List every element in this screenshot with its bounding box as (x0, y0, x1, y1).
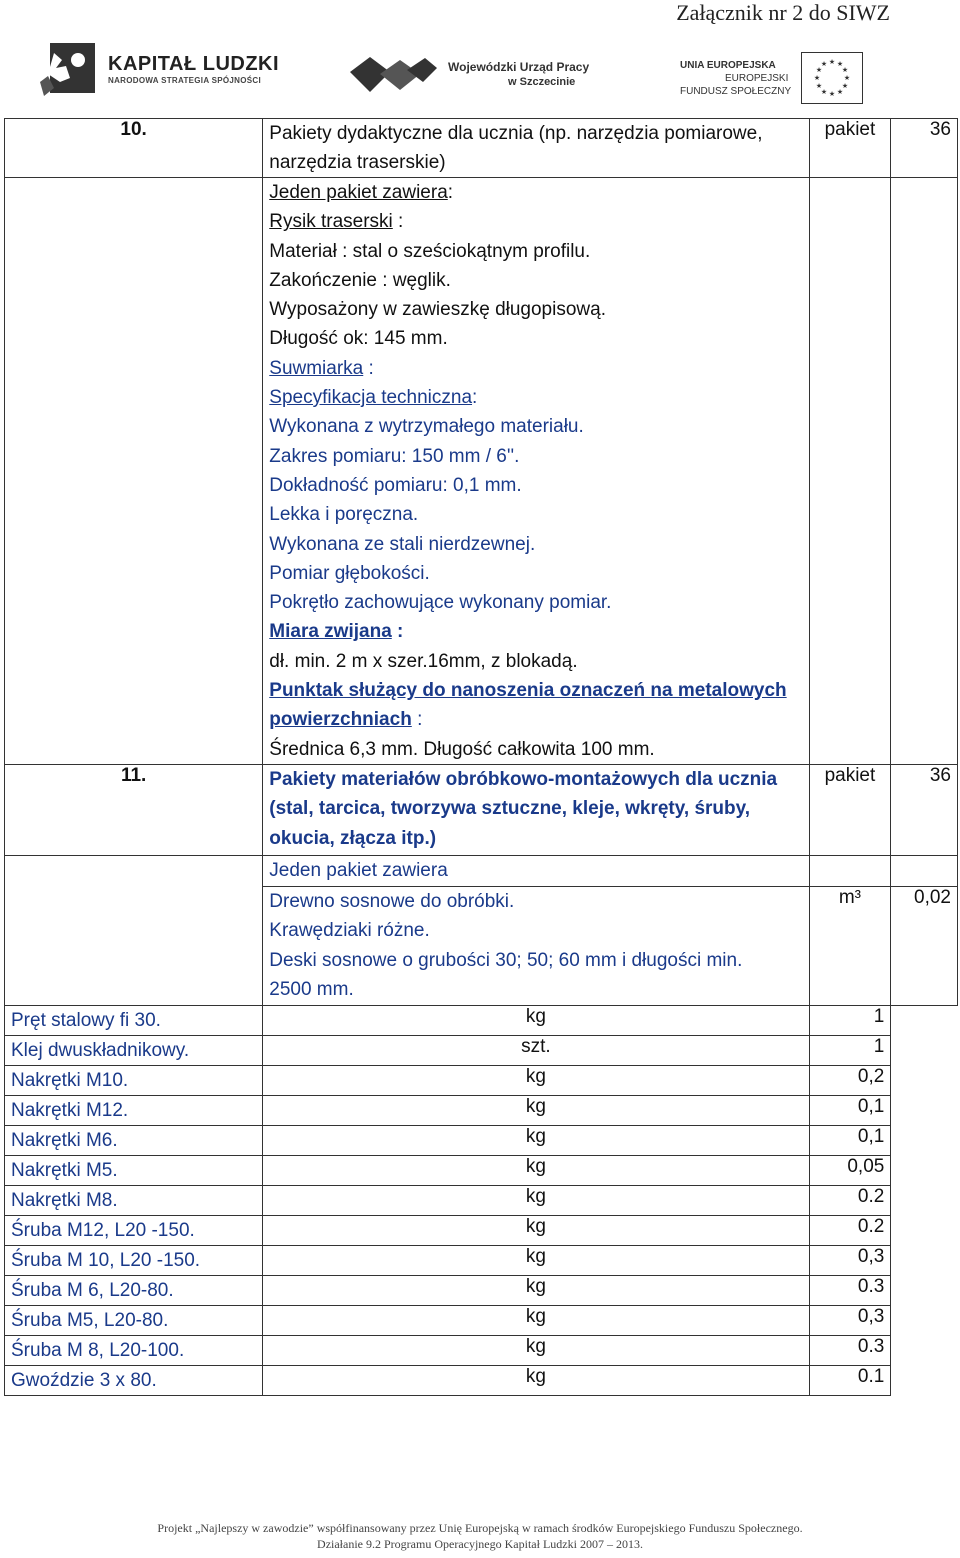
ue-line2: EUROPEJSKI (725, 72, 789, 84)
material-qty: 0,2 (809, 1065, 891, 1095)
material-row (5, 1245, 958, 1275)
suw-depth: Pomiar głębokości. (269, 562, 430, 584)
material-unit: kg (263, 1245, 809, 1275)
material-row (5, 1065, 958, 1095)
punktak-heading-line2: powierzchniach (269, 709, 412, 731)
contains-heading: Jeden pakiet zawiera (269, 182, 448, 203)
item-10-qty: 36 (891, 119, 958, 178)
material-row (5, 1335, 958, 1365)
material-rows (5, 1005, 958, 1395)
item-11-title-line1: Pakiety materiałów obróbkowo-montażowych dla ucznia (269, 768, 778, 790)
svg-text:★: ★ (815, 66, 823, 74)
material-row (5, 1005, 958, 1035)
rysik-length: Długość ok: 145 mm. (269, 328, 448, 350)
spec-colon: : (472, 387, 478, 409)
contains-colon: : (447, 182, 454, 203)
rysik-heading: Rysik traserski (269, 211, 393, 233)
material-unit: kg (263, 1305, 809, 1335)
ue-line1: UNIA EUROPEJSKA (680, 59, 776, 71)
material-qty: 0,05 (809, 1155, 891, 1185)
material-desc: Śruba M12, L20 -150. (5, 1215, 263, 1245)
material-unit: kg (263, 1365, 809, 1395)
footer (0, 1520, 960, 1552)
material-qty: 0,1 (809, 1125, 891, 1155)
kapital-ludzki-title: KAPITAŁ LUDZKI (108, 53, 280, 75)
material-desc: Śruba M 6, L20-80. (5, 1275, 263, 1305)
material-desc: Śruba M 8, L20-100. (5, 1335, 263, 1365)
annex-label: Załącznik nr 2 do SIWZ (676, 0, 890, 25)
item-11-qty: 36 (891, 764, 958, 855)
wood-line4: 2500 mm. (269, 979, 354, 1001)
specification-table (4, 118, 958, 1396)
kapital-ludzki-emblem-icon (40, 38, 100, 100)
material-desc: Śruba M 10, L20 -150. (5, 1245, 263, 1275)
material-row (5, 1185, 958, 1215)
material-unit: kg (263, 1275, 809, 1305)
svg-text:★: ★ (828, 90, 836, 98)
item-11-unit: pakiet (809, 764, 891, 855)
wood-unit: m³ (809, 886, 891, 1005)
punktak-spec: Średnica 6,3 mm. Długość całkowita 100 mm. (269, 738, 655, 760)
item-10-title-row (5, 119, 958, 178)
svg-text:★: ★ (843, 74, 851, 82)
kapital-ludzki-logo (40, 38, 279, 100)
suw-knob: Pokrętło zachowujące wykonany pomiar. (269, 592, 612, 614)
item-10-title-line2: narzędzia traserskie) (269, 152, 446, 173)
material-qty: 0,1 (809, 1095, 891, 1125)
material-desc: Nakrętki M5. (5, 1155, 263, 1185)
wood-desc (263, 886, 809, 1005)
material-unit: szt. (263, 1035, 809, 1065)
svg-text:★: ★ (841, 66, 849, 74)
material-unit: kg (263, 1095, 809, 1125)
suw-steel: Wykonana ze stali nierdzewnej. (269, 533, 536, 555)
material-qty: 0.3 (809, 1335, 891, 1365)
suw-material: Wykonana z wytrzymałego materiału. (269, 416, 584, 438)
item-11-contains-row (5, 855, 958, 886)
wup-line1: Wojewódzki Urząd Pracy (448, 59, 590, 74)
material-unit: kg (263, 1065, 809, 1095)
material-row (5, 1215, 958, 1245)
svg-text:★: ★ (841, 82, 849, 90)
material-unit: kg (263, 1335, 809, 1365)
footer-line1: Projekt „Najlepszy w zawodzie” współfinansowany przez Unię Europejską w ramach środków Europejskiego Funduszu Społecznego. (157, 1521, 803, 1535)
material-row (5, 1125, 958, 1155)
suwmiarka-colon: : (363, 357, 374, 379)
item-10-number: 10. (5, 119, 263, 178)
item-11-title-line2: (stal, tarcica, tworzywa sztuczne, kleje, wkręty, śruby, (269, 798, 751, 820)
wood-qty: 0,02 (891, 886, 958, 1005)
item-11-number: 11. (5, 764, 263, 855)
wup-logo (345, 52, 589, 97)
spec-heading: Specyfikacja techniczna (269, 387, 473, 409)
material-unit: kg (263, 1215, 809, 1245)
wood-line1: Drewno sosnowe do obróbki. (269, 890, 515, 912)
svg-text:★: ★ (815, 82, 823, 90)
item-10-title (263, 119, 809, 178)
material-unit: kg (263, 1125, 809, 1155)
wup-emblem-icon (345, 52, 440, 97)
item-11-contains-unit-spacer (809, 855, 891, 886)
miara-colon: : (391, 621, 404, 643)
item-10-details (263, 178, 809, 765)
item-11-contains: Jeden pakiet zawiera (263, 855, 809, 886)
logo-bar (0, 30, 960, 110)
material-row (5, 1275, 958, 1305)
material-desc: Nakrętki M10. (5, 1065, 263, 1095)
svg-text:★: ★ (836, 88, 844, 96)
item-10-unit: pakiet (809, 119, 891, 178)
material-qty: 0.2 (809, 1185, 891, 1215)
material-unit: kg (263, 1185, 809, 1215)
wood-line2: Krawędziaki różne. (269, 920, 430, 942)
rysik-tip: Zakończenie : węglik. (269, 269, 451, 291)
ue-line3: FUNDUSZ SPOŁECZNY (680, 85, 792, 97)
material-qty: 0.1 (809, 1365, 891, 1395)
material-row (5, 1035, 958, 1065)
ue-logo (680, 52, 863, 104)
suwmiarka-heading: Suwmiarka (269, 357, 364, 379)
material-desc: Nakrętki M8. (5, 1185, 263, 1215)
item-10-qty-spacer (891, 178, 958, 765)
suw-accuracy: Dokładność pomiaru: 0,1 mm. (269, 474, 522, 496)
rysik-material: Materiał : stal o sześciokątnym profilu. (269, 240, 591, 262)
miara-spec: dł. min. 2 m x szer.16mm, z blokadą. (269, 650, 578, 672)
suw-light: Lekka i poręczna. (269, 504, 419, 526)
item-11-title (263, 764, 809, 855)
item-11-title-row (5, 764, 958, 855)
item-11-contains-qty-spacer (891, 855, 958, 886)
item-10-title-line1: Pakiety dydaktyczne dla ucznia (np. narzędzia pomiarowe, (269, 123, 763, 144)
punktak-heading-line1: Punktak służący do nanoszenia oznaczeń na metalowych (269, 680, 787, 702)
wood-line3: Deski sosnowe o grubości 30; 50; 60 mm i długości min. (269, 949, 743, 971)
svg-text:★: ★ (820, 60, 828, 68)
material-desc: Nakrętki M12. (5, 1095, 263, 1125)
suw-range: Zakres pomiaru: 150 mm / 6''. (269, 445, 520, 467)
rysik-clip: Wyposażony w zawieszkę długopisową. (269, 299, 606, 321)
material-row (5, 1365, 958, 1395)
material-qty: 0,3 (809, 1305, 891, 1335)
material-row (5, 1305, 958, 1335)
material-row (5, 1155, 958, 1185)
material-qty: 0.2 (809, 1215, 891, 1245)
item-11-spacer (5, 855, 263, 1005)
material-qty: 0.3 (809, 1275, 891, 1305)
eu-flag-icon (801, 52, 863, 104)
material-qty: 0,3 (809, 1245, 891, 1275)
svg-text:★: ★ (836, 60, 844, 68)
svg-text:★: ★ (820, 88, 828, 96)
material-qty: 1 (809, 1035, 891, 1065)
item-11-title-line3: okucia, złącza itp.) (269, 827, 437, 849)
wup-line2: w Szczecinie (508, 75, 576, 88)
item-10-unit-spacer (809, 178, 891, 765)
material-desc: Nakrętki M6. (5, 1125, 263, 1155)
material-qty: 1 (809, 1005, 891, 1035)
material-row (5, 1095, 958, 1125)
punktak-colon: : (411, 709, 423, 731)
item-10-spacer (5, 178, 263, 765)
svg-text:★: ★ (828, 58, 836, 66)
material-unit: kg (263, 1005, 809, 1035)
svg-text:★: ★ (813, 74, 821, 82)
item-10-details-row (5, 178, 958, 765)
footer-line2: Działanie 9.2 Programu Operacyjnego Kapitał Ludzki 2007 – 2013. (317, 1537, 643, 1551)
material-desc: Gwoździe 3 x 80. (5, 1365, 263, 1395)
kapital-ludzki-subtitle: NARODOWA STRATEGIA SPÓJNOŚCI (108, 76, 262, 85)
material-unit: kg (263, 1155, 809, 1185)
rysik-colon: : (392, 211, 404, 233)
material-desc: Śruba M5, L20-80. (5, 1305, 263, 1335)
miara-heading: Miara zwijana (269, 621, 392, 643)
material-desc: Klej dwuskładnikowy. (5, 1035, 263, 1065)
material-desc: Pręt stalowy fi 30. (5, 1005, 263, 1035)
